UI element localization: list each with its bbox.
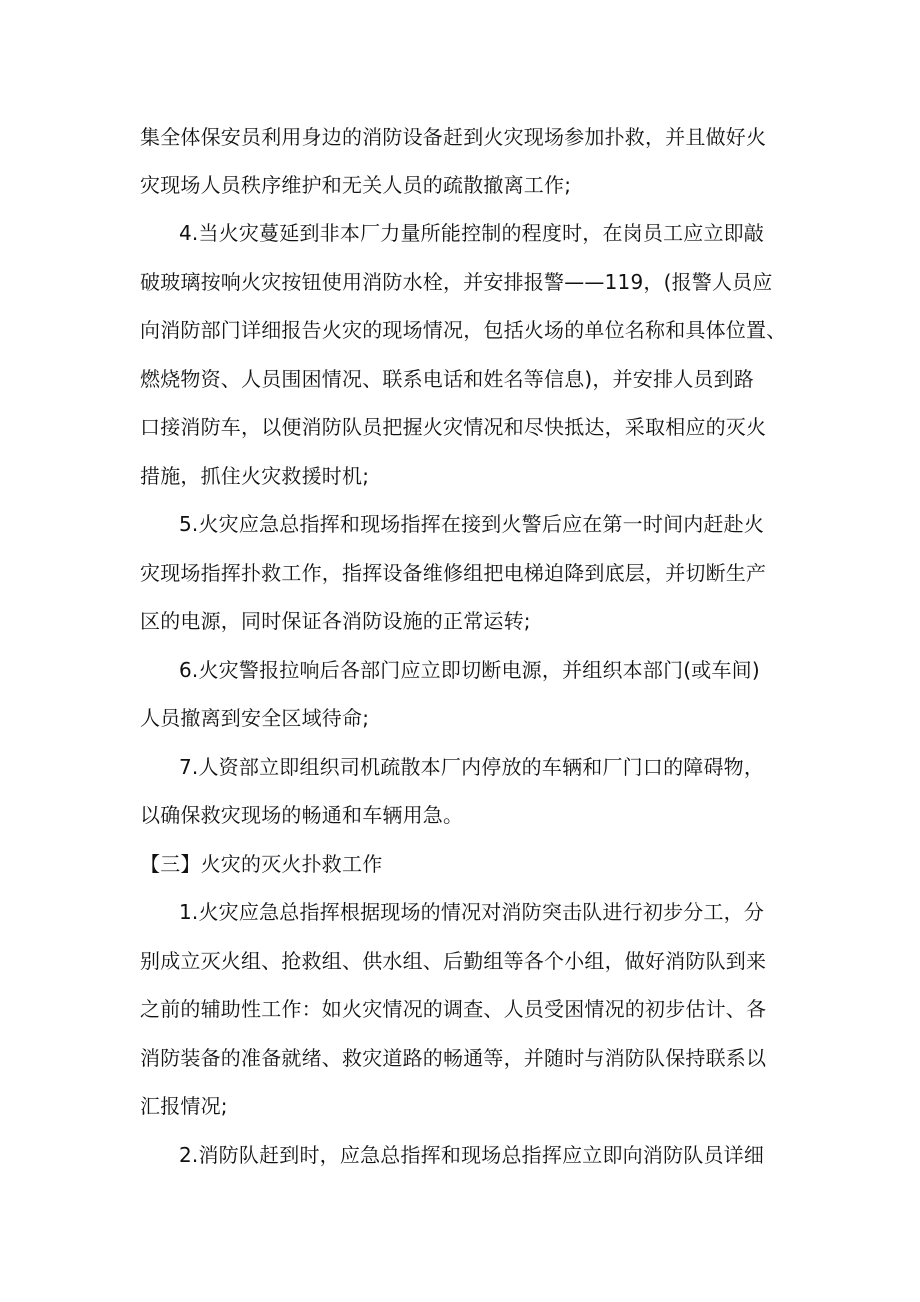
text-line: 向消防部门详细报告火灾的现场情况，包括火场的单位名称和具体位置、 bbox=[140, 318, 787, 342]
text-line: 口接消防车，以便消防队员把握火灾情况和尽快抵达，采取相应的灭火 bbox=[140, 415, 767, 439]
text-line: 之前的辅助性工作：如火灾情况的调查、人员受困情况的初步估计、各 bbox=[140, 997, 767, 1021]
text-line: 1.火灾应急总指挥根据现场的情况对消防突击队进行初步分工，分 bbox=[179, 900, 765, 924]
text-line: 灾现场人员秩序维护和无关人员的疏散撤离工作; bbox=[140, 173, 572, 197]
text-line: 4.当火灾蔓延到非本厂力量所能控制的程度时，在岗员工应立即敲 bbox=[179, 221, 765, 245]
text-line: 以确保救灾现场的畅通和车辆用急。 bbox=[140, 803, 464, 827]
text-line: 2.消防队赶到时，应急总指挥和现场总指挥应立即向消防队员详细 bbox=[179, 1143, 765, 1167]
text-line: 措施，抓住火灾救援时机; bbox=[140, 464, 370, 488]
text-line: 燃烧物资、人员围困情况、联系电话和姓名等信息)，并安排人员到路 bbox=[140, 367, 755, 391]
text-line: 6.火灾警报拉响后各部门应立即切断电源，并组织本部门(或车间) bbox=[179, 658, 760, 682]
text-line: 灾现场指挥扑救工作，指挥设备维修组把电梯迫降到底层，并切断生产 bbox=[140, 561, 767, 585]
text-line: 消防装备的准备就绪、救灾道路的畅通等，并随时与消防队保持联系以 bbox=[140, 1046, 767, 1070]
section-heading: 【三】火灾的灭火扑救工作 bbox=[140, 852, 383, 876]
text-line: 别成立灭火组、抢救组、供水组、后勤组等各个小组，做好消防队到来 bbox=[140, 949, 767, 973]
text-line: 5.火灾应急总指挥和现场指挥在接到火警后应在第一时间内赶赴火 bbox=[179, 512, 765, 536]
text-line: 汇报情况; bbox=[140, 1094, 228, 1118]
text-line: 集全体保安员利用身边的消防设备赶到火灾现场参加扑救，并且做好火 bbox=[140, 125, 767, 149]
text-line: 破玻璃按响火灾按钮使用消防水栓，并安排报警——119，(报警人员应 bbox=[140, 270, 773, 294]
text-line: 区的电源，同时保证各消防设施的正常运转; bbox=[140, 609, 531, 633]
text-line: 7.人资部立即组织司机疏散本厂内停放的车辆和厂门口的障碍物， bbox=[179, 755, 765, 779]
text-line: 人员撤离到安全区域待命; bbox=[140, 706, 370, 730]
